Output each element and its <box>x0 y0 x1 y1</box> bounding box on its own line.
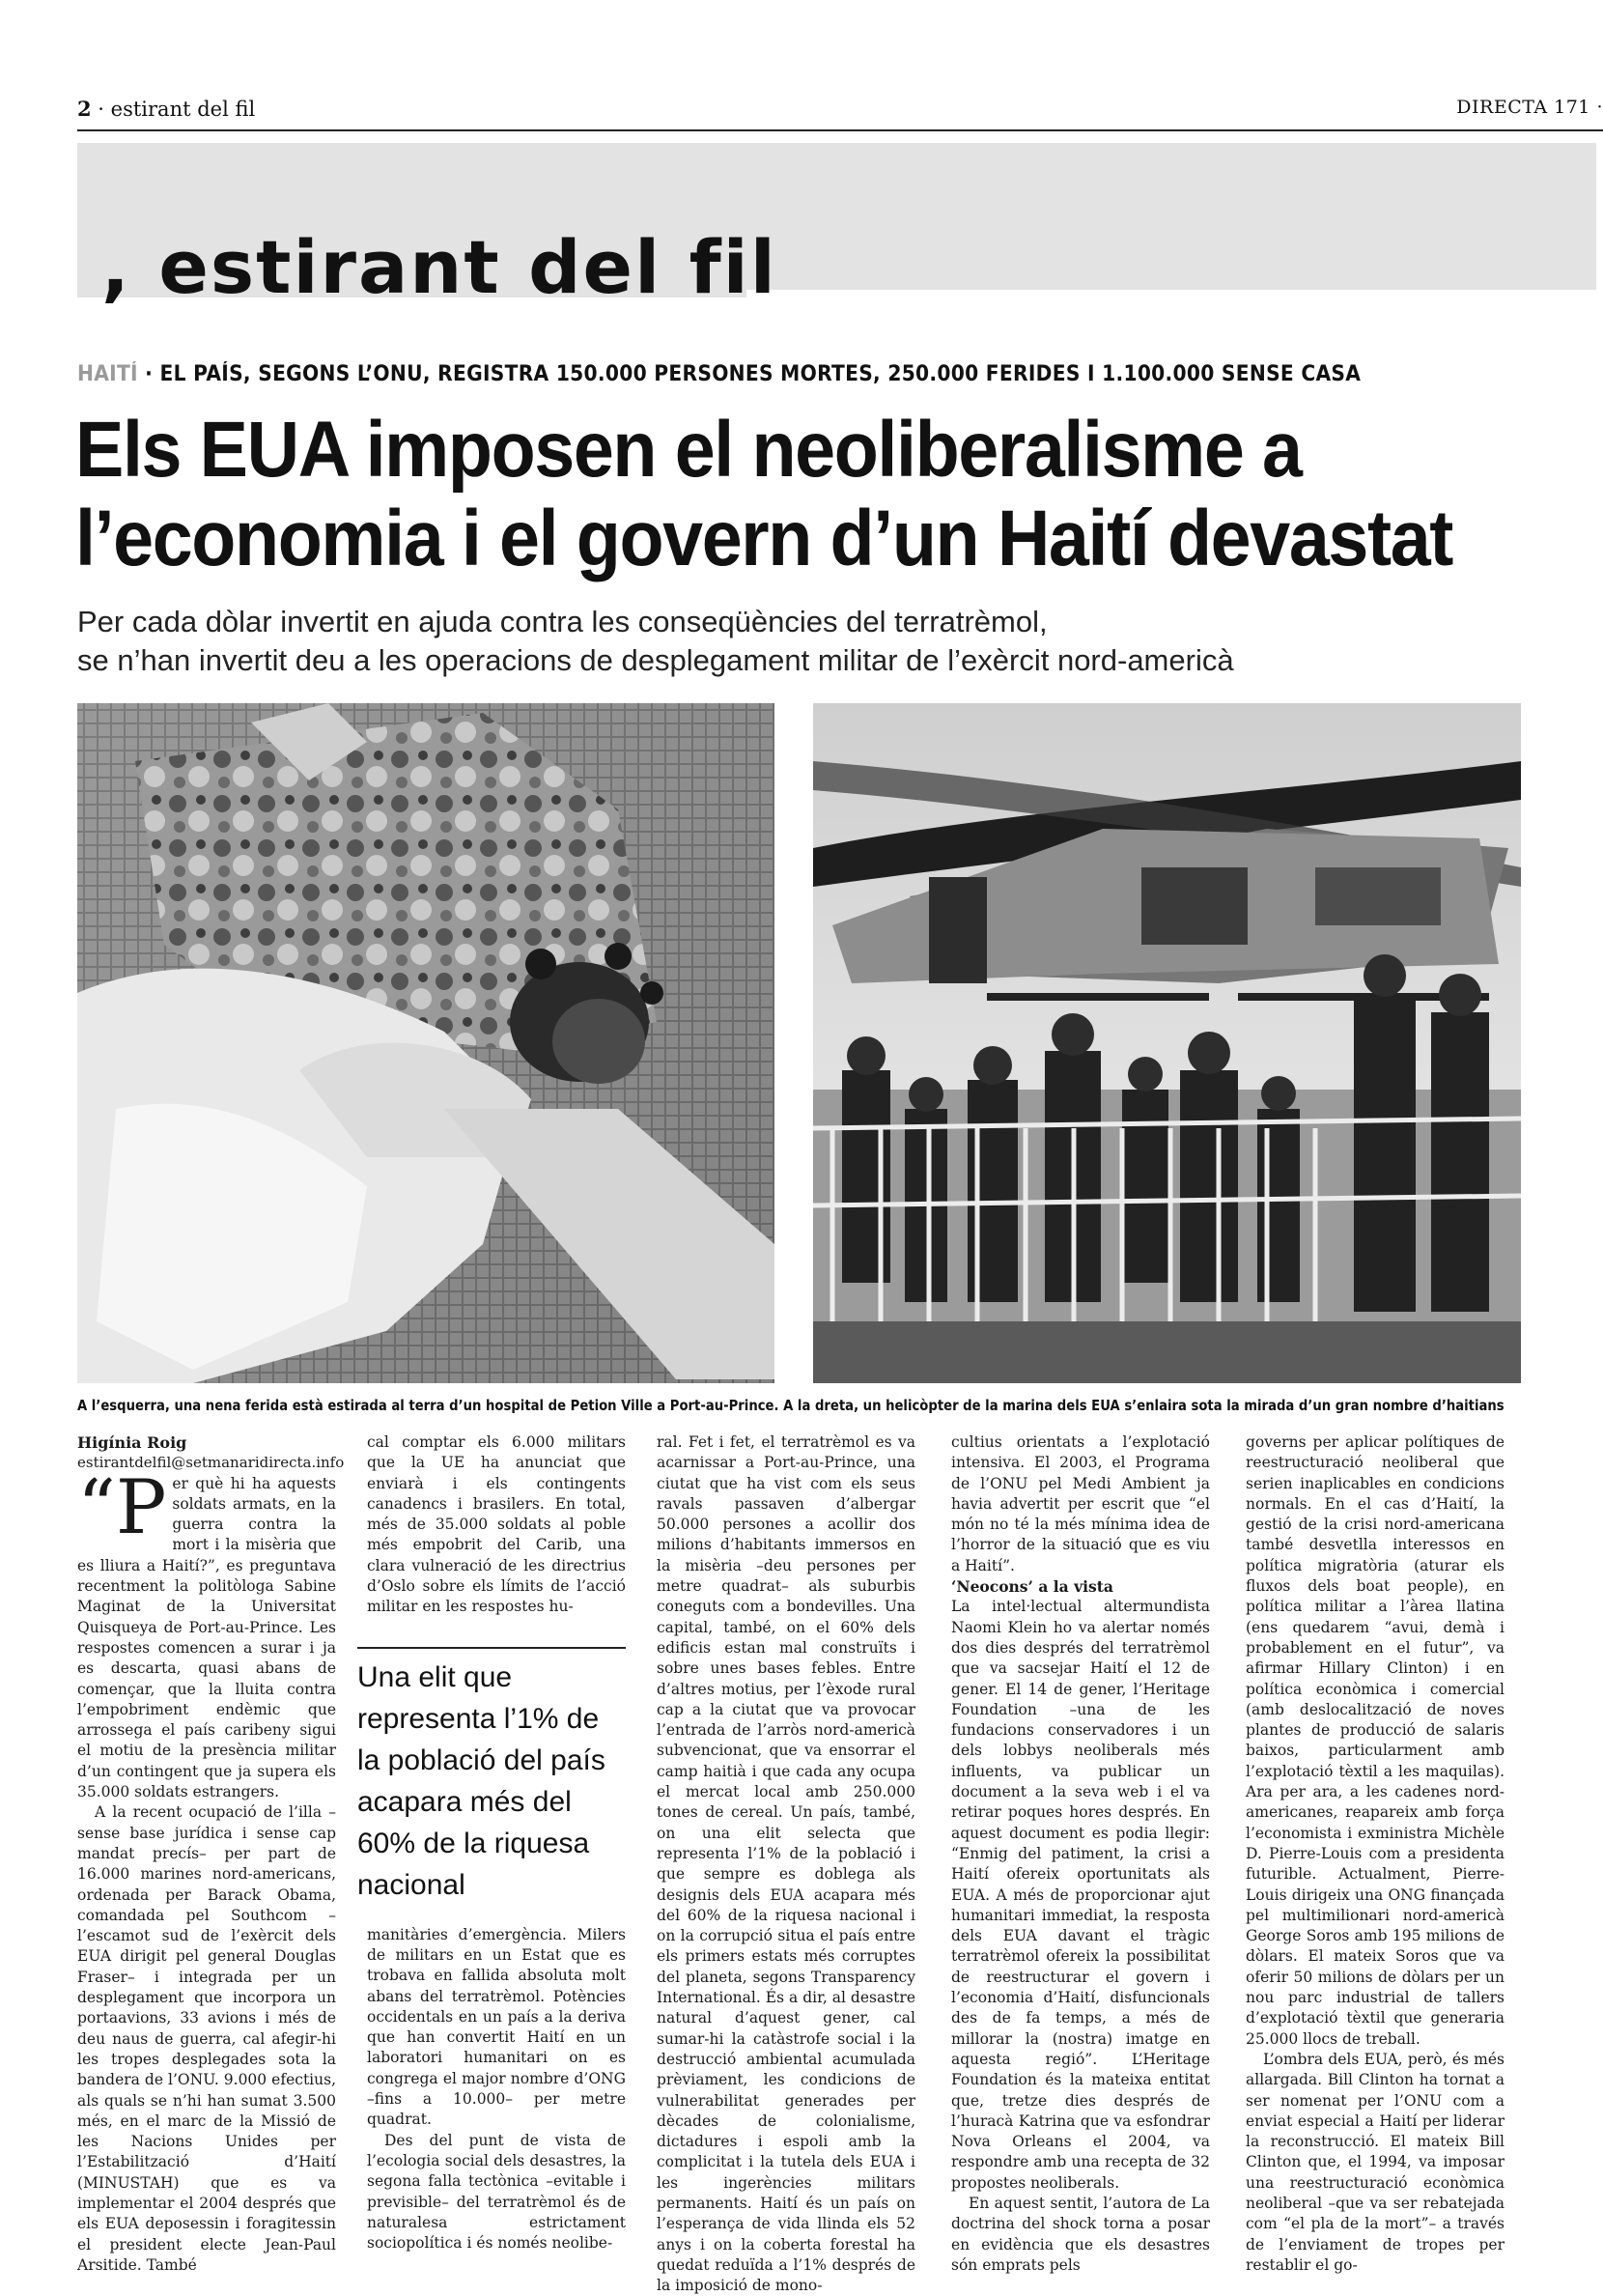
kicker-tag: HAITÍ <box>77 362 138 386</box>
photo-caption: A l’esquerra, una nena ferida està estirada al terra d’un hospital de Petion Ville a Port-au-Prince. A la dreta, un helicòpter de la marina dels EUA s’enlaira sota la mirada d’un gran nombre d’haitians <box>77 1397 1505 1414</box>
publication-issue: DIRECTA 171 · <box>1456 97 1603 118</box>
running-head-left: 2 · estirant del fil <box>77 97 256 121</box>
drop-cap: “P <box>77 1463 167 1551</box>
section-title: , estirant del fil <box>101 224 777 310</box>
article-paragraph: cal comptar els 6.000 militars que la UE ha anunciat que enviarà i els contingents canadencs i brasilers. En total, més de 35.000 soldats al poble més empobrit del Carib, una clara vulneració de les directrius d’Oslo sobre els límits de l’acció militar en les respostes hu- <box>367 1433 626 1616</box>
article-column-2 <box>357 1432 626 2253</box>
article-column-3 <box>657 1432 915 2296</box>
article-column-1 <box>77 1432 345 2276</box>
standfirst-line-1: Per cada dòlar invertit en ajuda contra les conseqüències del terratrèmol, <box>77 605 1048 638</box>
article-column-4 <box>951 1432 1210 2276</box>
article-paragraph: er què hi ha aquests soldats armats, en la guerra contra la mort i la misèria que es lliura a Haití?”, es preguntava recentment la politòloga Sabine Maginat de la Universitat Quisqueya de Port-au-Prince. Les respostes comencen a surar i ja es descarta, quasi abans de començar, que la lluita contra l’empobriment endèmic que arrossega el país caribeny sigui el motiu de la presència militar d’un contingent que ja supera els 35.000 soldats estrangers. <box>77 1474 336 1801</box>
article-column-5 <box>1246 1432 1505 2276</box>
article-paragraph: ral. Fet i fet, el terratrèmol es va acarnissar a Port-au-Prince, una ciutat que ha vist com els seus ravals passaven d’albergar 50.000 persones a acollir dos milions d’habitants immersos en la misèria –deu persones per metre quadrat– als suburbis coneguts com a bondevilles. Una capital, també, on el 60% dels edificis estan mal construïts i sobre unes bases febles. Entre d’altres motius, per l’èxode rural cap a la ciutat que va provocar l’entrada de l’arròs nord-americà subvencionat, que va ensorrar el camp haitià i que cada any ocupa el mercat local amb 250.000 tones de cereal. Un país, també, on una elit selecta que representa l’1% de la població i que sempre es doblega als designis dels EUA acapara més del 60% de la riquesa nacional i on la corrupció situa el país entre els primers estats més corruptes del planeta, segons Transparency International. És a dir, al desastre natural d’aquest gener, cal sumar-hi la catàstrofe social i la destrucció ambiental acumulada prèviament, les condicions de vulnerabilitat generades per dècades de colonialisme, dictadures i espoli amb la complicitat i la tutela dels EUA i les ingerències militars permanents. Haití és un país on l’esperança de vida llinda els 52 anys i on la coberta forestal ha quedat reduïda a l’1% després de la imposició de mono- <box>657 1433 915 2295</box>
article-paragraph: La intel·lectual altermundista Naomi Klein ho va alertar només dos dies després del terratrèmol que va sacsejar Haití el 12 de gener. El 14 de gener, l’Heritage Foundation –una de les fundacions conservadores i un dels lobbys neoliberals més influents, va publicar un document a la seva web i el va retirar poques hores després. En aquest document es podia llegir: “Enmig del patiment, la crisi a Haití ofereix oportunitats als EUA. A més de proporcionar ajut humanitari immediat, la resposta dels EUA davant el tràgic terratrèmol ofereix la possibilitat de reestructurar el govern i l’economia d’Haití, disfuncionals des de fa temps, a més de millorar la (nostra) imatge en aquesta regió”. L’Heritage Foundation és la mateixa entitat que, tretze dies després de l’huracà Katrina que va esfondrar Nova Orleans el 2004, va respondre amb una recepta de 32 propostes neoliberals. <box>951 1598 1210 2192</box>
kicker-text: EL PAÍS, SEGONS L’ONU, REGISTRA 150.000 PERSONES MORTES, 250.000 FERIDES I 1.100.000 SENSE CASA <box>159 362 1362 386</box>
page-number: 2 <box>77 97 92 121</box>
kicker: HAITÍ · EL PAÍS, SEGONS L’ONU, REGISTRA 150.000 PERSONES MORTES, 250.000 FERIDES I 1.100.000 SENSE CASA <box>77 362 1362 386</box>
byline-email[interactable]: estirantdelfil@setmanaridirecta.info <box>77 1454 345 1472</box>
headline-line-1: Els EUA imposen el neoliberalisme a <box>75 406 1302 494</box>
article-paragraph: governs per aplicar polítiques de reestructuració neoliberal que serien inaplicables en condicions normals. En el cas d’Haití, la gestió de la crisi nord-americana també desvetlla interessos en política migratòria (aturar els fluxos dels boat people), en política militar a l’àrea llatina (ens quedarem “avui, demà i probablement en el futur”, va afirmar Hillary Clinton) i en política econòmica i comercial (amb deslocalització de noves plantes de producció de salaris baixos, particularment amb l’explotació tèxtil a les maquilas). Ara per ara, a les cadenes nord-americanes, reapareix amb força l’economista i exministra Michèle D. Pierre-Louis com a presidenta futurible. Actualment, Pierre-Louis dirigeix una ONG finançada pel multimilionari nord-americà George Soros amb 195 milions de dòlars. El mateix Soros que va oferir 50 milions de dòlars per un nou parc industrial de tallers d’explotació tèxtil que generaria 25.000 llocs de treball. <box>1246 1433 1505 2048</box>
running-head-section: estirant del fil <box>110 98 256 121</box>
byline-author: Higínia Roig <box>77 1433 187 1452</box>
standfirst-line-2: se n’han invertit deu a les operacions de desplegament militar de l’exèrcit nord-americà <box>77 643 1234 677</box>
article-paragraph: A la recent ocupació de l’illa –sense base jurídica i sense cap mandat precís– per part de 16.000 marines nord-americans, ordenada per Barack Obama, comandada pel Southcom –l’escamot sud de l’exèrcit dels EUA dirigit pel general Douglas Fraser– i integrada per un desplegament que incorpora un portaavions, 33 avions i més de deu naus de guerra, cal afegir-hi les tropes desplegades sota la bandera de l’ONU. 9.000 efectius, als quals se n’hi han sumat 3.500 més, en el marc de la Missió de les Nacions Unides per l’Estabilització d’Haití (MINUSTAH) que es va implementar el 2004 després que els EUA deposessin i foragitessin el president electe Jean-Paul Arsitide. També <box>77 1803 336 2274</box>
article-paragraph: cultius orientats a l’explotació intensiva. El 2003, el Programa de l’ONU pel Medi Ambient ja havia advertit per escrit que “el món no té la més mínima idea de l’horror de la situació que es viu a Haití”. <box>951 1433 1210 1574</box>
headline-line-2: l’economia i el govern d’un Haití devastat <box>75 495 1453 582</box>
subheading-neocons: ‘Neocons’ a la vista <box>951 1577 1113 1597</box>
pull-quote: Una elit que representa l’1% de la població del país acapara més del 60% de la riquesa nacional <box>357 1647 626 1906</box>
article-paragraph: En aquest sentit, l’autora de La doctrina del shock torna a posar en evidència que els desastres són emprats pels <box>951 2194 1210 2274</box>
running-head <box>77 97 1603 131</box>
standfirst <box>77 603 1584 680</box>
article-paragraph: Des del punt de vista de l’ecologia social dels desastres, la segona falla tectònica –evitable i previsible– del terratrèmol és de naturalesa estrictament sociopolítica i és només neolibe- <box>367 2131 626 2253</box>
article-paragraph: manitàries d’emergència. Milers de militars en un Estat que es trobava en fallida absoluta molt abans del terratrèmol. Potències occidentals en un país a la deriva que han convertit Haití en un laboratori humanitari on es congrega el major nombre d’ONG –fins a 10.000– per metre quadrat. <box>367 1925 626 2129</box>
headline <box>75 406 1461 583</box>
photo-helicopter <box>813 703 1521 1383</box>
photo-injured-girl <box>77 703 774 1383</box>
article-paragraph: L’ombra dels EUA, però, és més allargada. Bill Clinton ha tornat a ser nomenat per l’ONU com a enviat especial a Haití per liderar la reconstrucció. El mateix Bill Clinton que, el 1994, va imposar una reestructuració econòmica neoliberal –que va ser rebatejada com “el pla de la mort”– a través de l’enviament de tropes per restablir el go- <box>1246 2050 1505 2274</box>
